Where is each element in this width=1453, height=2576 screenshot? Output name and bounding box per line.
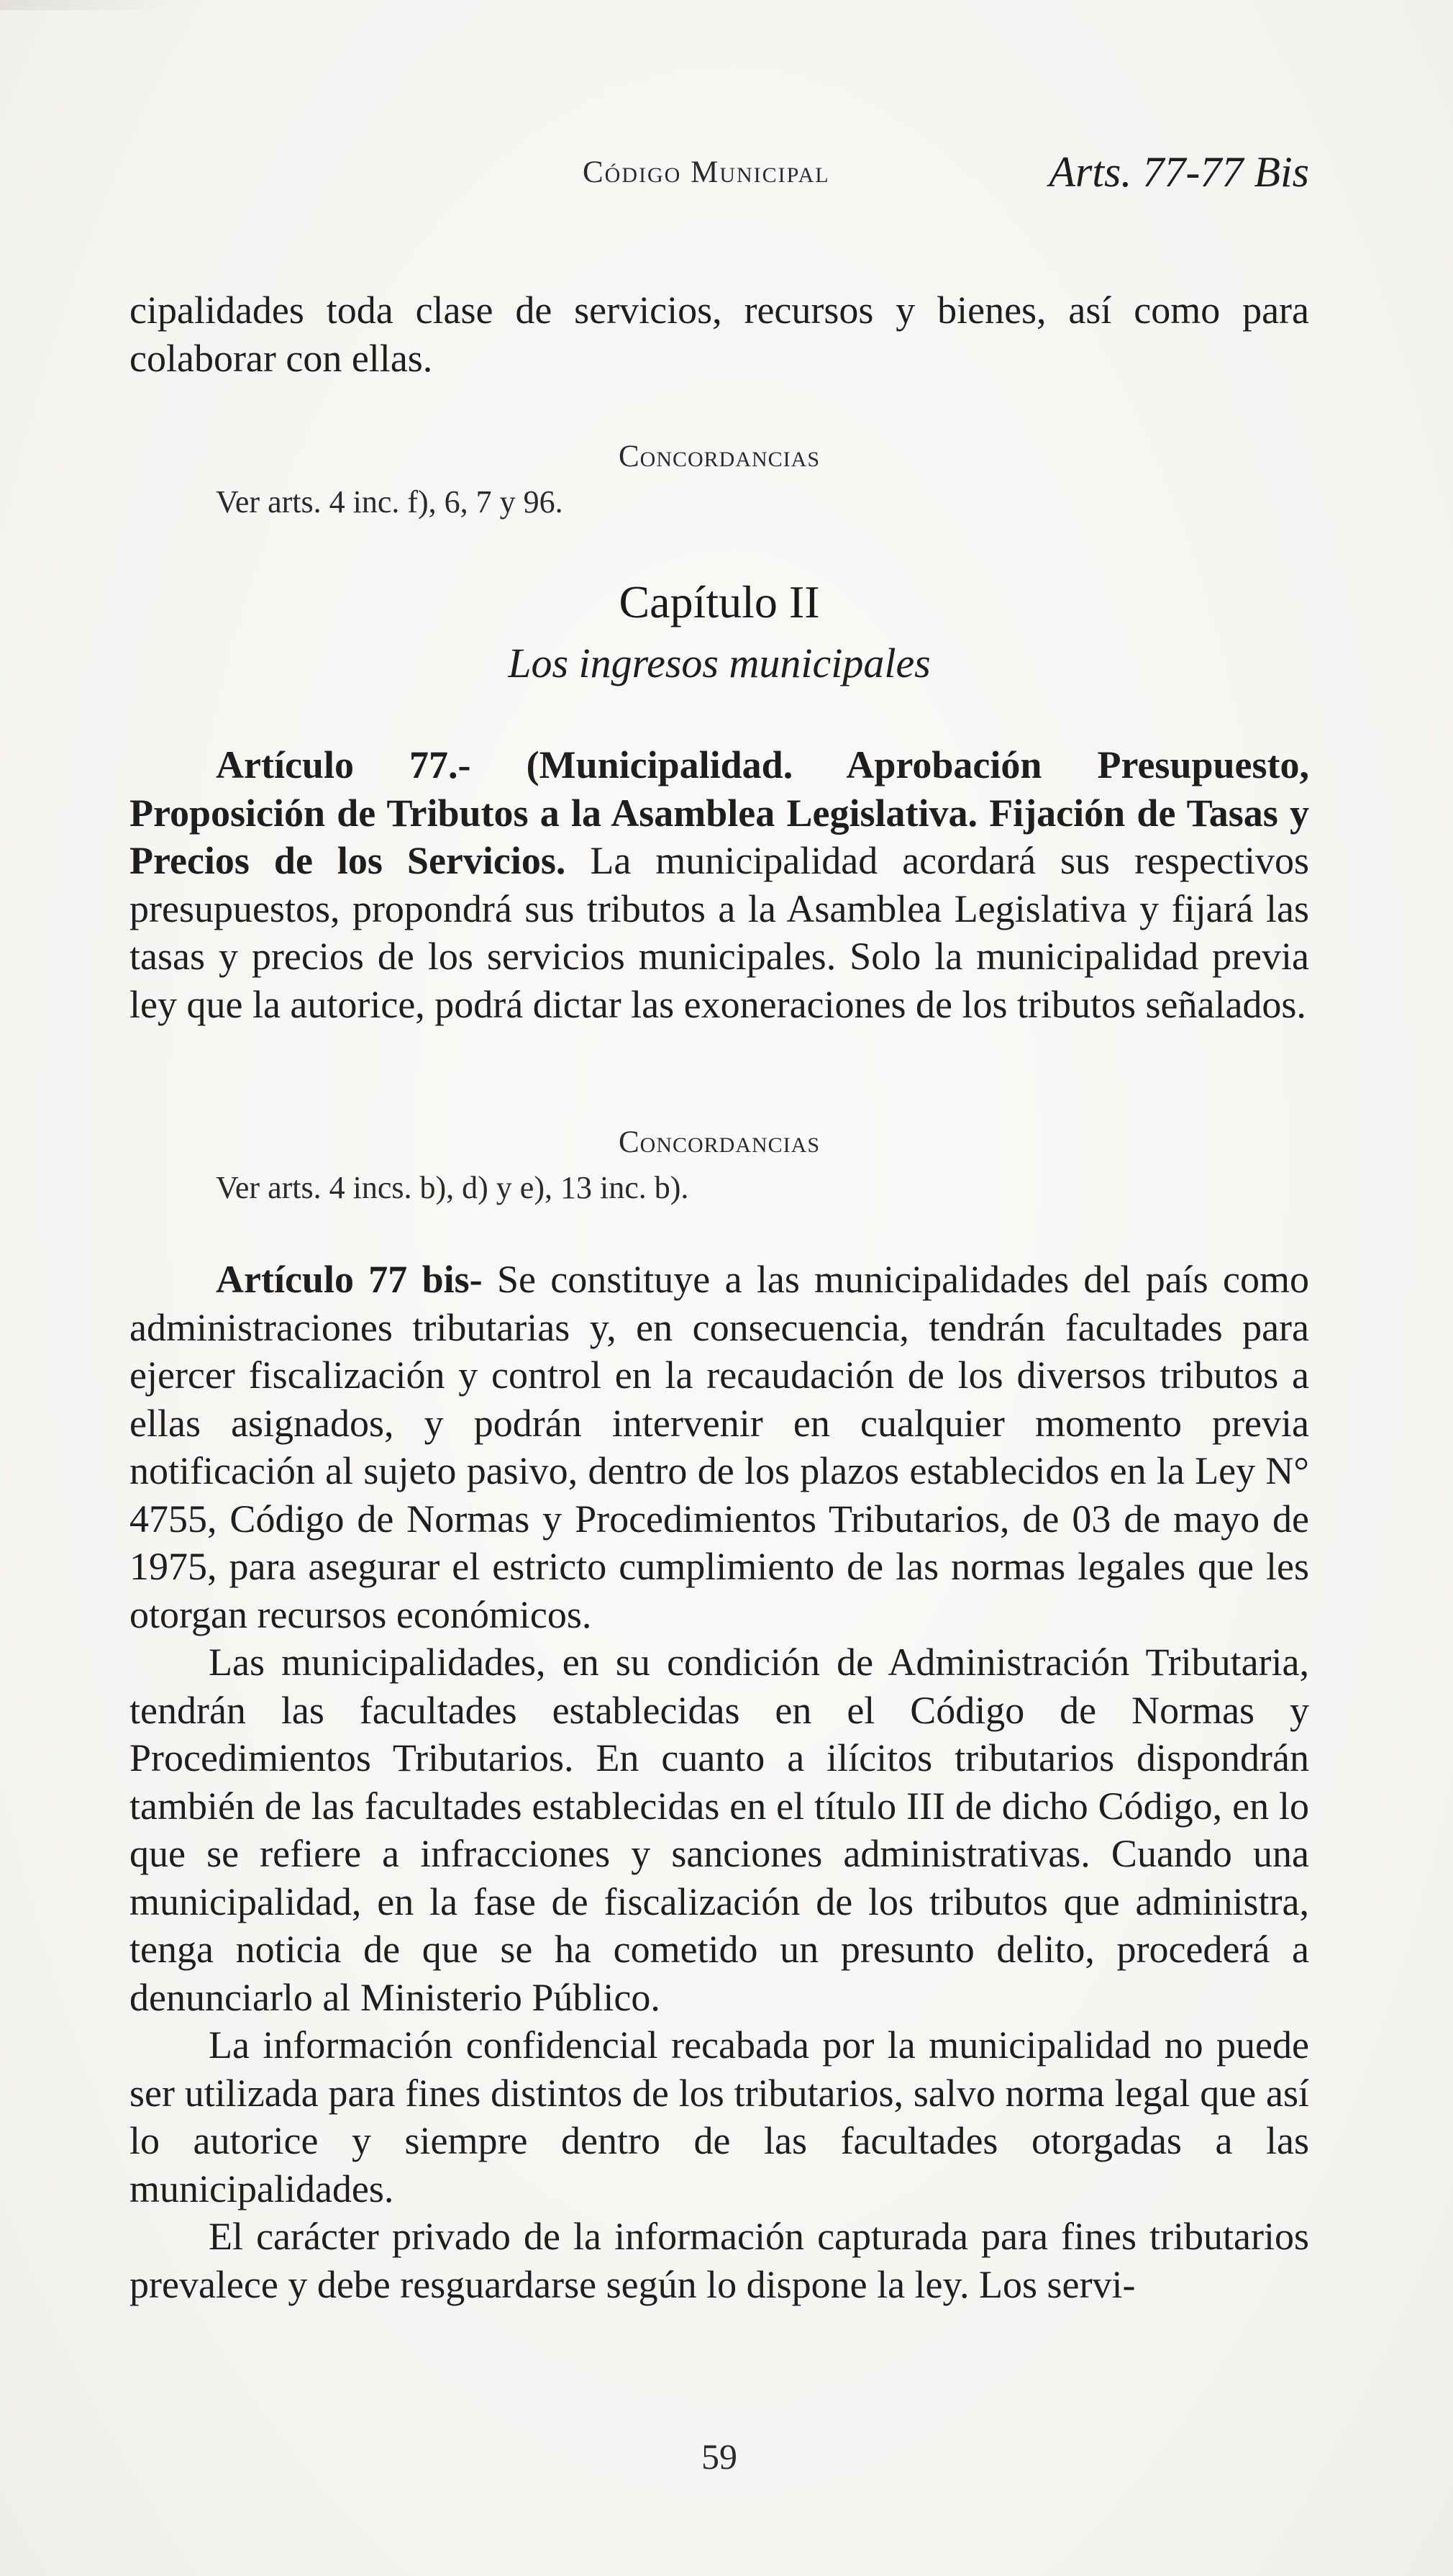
article-77-bis-paragraph-1 (129, 1256, 1309, 1638)
article-77-heading: Artículo 77.- (Municipalidad. Aprobación Presupuesto, Proposición de Tributos a la Asamblea Legislativa. Fijación de Tasas y Precios de los Servicios. (129, 743, 1309, 882)
scan-edge-mark (0, 0, 180, 10)
page-number: 59 (701, 2436, 737, 2477)
article-77-bis-paragraph-3: La información confidencial recabada por la municipalidad no puede ser utilizada para fines distintos de los tributarios, salvo norma legal que así lo autorice y siempre dentro de las facultades otorgadas a las municipalidades. (129, 2023, 1309, 2210)
article-77-paragraph (129, 741, 1309, 1028)
article-77-bis-paragraph-4: El carácter privado de la información capturada para fines tributarios prevalece y debe resguardarse según lo dispone la ley. Los servi- (129, 2215, 1309, 2306)
article-77-bis-text-1: Se constituye a las municipalidades del país como administraciones tributarias y, en consecuencia, tendrán facultades para ejercer fiscalización y control en la recaudación de los diversos tributos a ellas asignados, y podrán intervenir en cualquier momento previa notificación al sujeto pasivo, dentro de los plazos establecidos en la Ley N° 4755, Código de Normas y Procedimientos Tributarios, de 03 de mayo de 1975, para asegurar el estricto cumplimiento de las normas legales que les otorgan recursos económicos. (129, 1258, 1309, 1636)
running-header (129, 148, 1309, 205)
article-77-bis (129, 1256, 1309, 2308)
chapter-title: Capítulo II (619, 576, 820, 627)
concordance-text-2: Ver arts. 4 incs. b), d) y e), 13 inc. b). (216, 1170, 689, 1205)
concordance-label-2: Concordancias (618, 1125, 821, 1159)
chapter-subtitle: Los ingresos municipales (508, 640, 931, 686)
article-77-bis-paragraph-2: Las municipalidades, en su condición de Administración Tributaria, tendrán las facultades establecidas en el Código de Normas y Procedimientos Tributarios. En cuanto a ilícitos tributarios dispondrán también de las facultades establecidas en el título III de dicho Código, en lo que se refiere a infracciones y sanciones administrativas. Cuando una municipalidad, en la fase de fiscalización de los tributos que administra, tenga noticia de que se ha cometido un presunto delito, procederá a denunciarlo al Ministerio Público. (129, 1641, 1309, 2019)
article-77-body: La municipalidad acordará sus respectivos presupuestos, propondrá sus tributos a la Asamblea Legislativa y fijará las tasas y precios de los servicios municipales. Solo la municipalidad previa ley que la autorice, podrá dictar las exoneraciones de los tributos señalados. (129, 839, 1309, 1026)
concordance-label-1: Concordancias (618, 440, 821, 473)
article-77-bis-heading: Artículo 77 bis- (216, 1258, 483, 1301)
articles-range: Arts. 77-77 Bis (1049, 148, 1309, 196)
intro-paragraph: cipalidades toda clase de servicios, recursos y bienes, así como para colaborar con ellas. (129, 289, 1309, 380)
concordance-text-1: Ver arts. 4 inc. f), 6, 7 y 96. (216, 484, 563, 520)
book-title: Código Municipal (583, 155, 830, 189)
article-77 (129, 741, 1309, 1028)
